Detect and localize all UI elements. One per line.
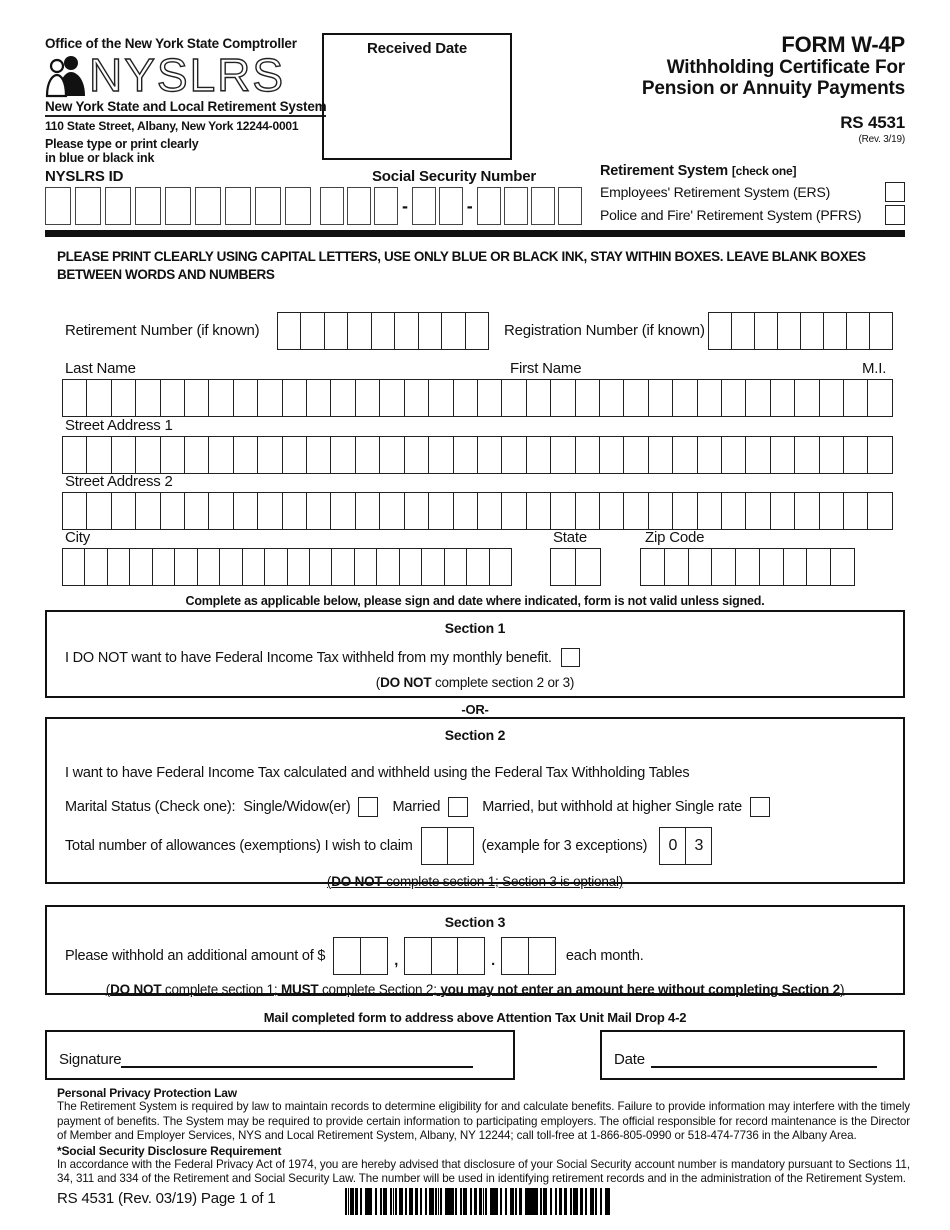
grid-cell[interactable] <box>770 379 795 417</box>
marital-option-married: Married <box>392 799 441 815</box>
grid-cell[interactable] <box>640 548 665 586</box>
grid-cell[interactable] <box>672 379 697 417</box>
grid-cell[interactable] <box>526 436 551 474</box>
grid-cell[interactable] <box>528 937 556 975</box>
grid-cell[interactable] <box>721 492 746 530</box>
grid-cell[interactable] <box>819 379 844 417</box>
grid-cell[interactable] <box>550 548 576 586</box>
grid-cell[interactable] <box>428 436 453 474</box>
grid-cell[interactable] <box>418 312 442 350</box>
grid-cell[interactable] <box>208 436 233 474</box>
grid-cell[interactable] <box>330 436 355 474</box>
grid-cell[interactable] <box>282 379 307 417</box>
section1-note <box>47 675 903 690</box>
grid-cell[interactable] <box>264 548 287 586</box>
state-input[interactable] <box>550 548 601 586</box>
grid-cell[interactable] <box>431 937 459 975</box>
grid-cell[interactable] <box>526 379 551 417</box>
grid-cell[interactable] <box>697 492 722 530</box>
grid-cell[interactable] <box>453 492 478 530</box>
city-input[interactable] <box>62 548 512 586</box>
grid-cell[interactable] <box>477 492 502 530</box>
grid-cell[interactable] <box>111 492 136 530</box>
print-instructions: PLEASE PRINT CLEARLY USING CAPITAL LETTERS, USE ONLY BLUE OR BLACK INK, STAY WITHIN BOXES. LEAVE BLANK BOXES BETWEEN WORDS AND NUMBERS <box>57 249 866 282</box>
grid-cell[interactable] <box>575 492 600 530</box>
grid-cell[interactable] <box>233 436 258 474</box>
grid-cell[interactable] <box>465 312 489 350</box>
grid-cell[interactable] <box>453 379 478 417</box>
grid-cell[interactable] <box>869 312 893 350</box>
form-title-block <box>595 33 905 145</box>
ss-disclosure-title: *Social Security Disclosure Requirement <box>57 1143 282 1158</box>
ssn-dash: - <box>402 195 408 216</box>
grid-cell[interactable] <box>242 548 265 586</box>
grid-cell[interactable] <box>135 436 160 474</box>
grid-cell[interactable] <box>526 492 551 530</box>
grid-cell[interactable] <box>731 312 755 350</box>
section2-note <box>47 874 903 889</box>
grid-cell[interactable] <box>453 436 478 474</box>
grid-cell[interactable] <box>501 492 526 530</box>
grid-cell[interactable] <box>306 436 331 474</box>
grid-cell[interactable] <box>379 492 404 530</box>
note-segment: DO NOT <box>110 982 162 997</box>
grid-cell[interactable] <box>550 436 575 474</box>
grid-cell[interactable] <box>379 379 404 417</box>
grid-cell[interactable] <box>309 548 332 586</box>
grid-cell[interactable] <box>867 492 892 530</box>
grid-cell[interactable] <box>830 548 855 586</box>
nyslrs-id-input[interactable] <box>45 187 311 225</box>
ers-option-row <box>600 182 905 202</box>
grid-cell[interactable] <box>843 379 868 417</box>
amount-period: . <box>491 953 495 969</box>
barcode <box>345 1188 610 1215</box>
section2-statement: I want to have Federal Income Tax calculated and withheld using the Federal Tax Withholding Tables <box>65 765 690 781</box>
date-line[interactable] <box>651 1054 877 1068</box>
grid-cell[interactable] <box>867 436 892 474</box>
grid-cell[interactable] <box>330 492 355 530</box>
grid-cell[interactable] <box>843 492 868 530</box>
zip-code-input[interactable] <box>640 548 855 586</box>
grid-cell[interactable] <box>770 436 795 474</box>
grid-cell[interactable] <box>331 548 354 586</box>
grid-cell[interactable] <box>306 492 331 530</box>
grid-cell[interactable] <box>184 492 209 530</box>
legal-footer <box>57 1086 910 1187</box>
grid-cell[interactable] <box>62 492 87 530</box>
grid-cell[interactable] <box>745 379 770 417</box>
grid-cell[interactable] <box>129 548 152 586</box>
nyslrs-id-cell[interactable] <box>45 187 71 225</box>
grid-cell[interactable] <box>501 937 529 975</box>
section2-box <box>45 717 905 889</box>
grid-cell[interactable] <box>444 548 467 586</box>
marital-option-higher-rate: Married, but withhold at higher Single rate <box>482 799 743 815</box>
ss-disclosure-text: In accordance with the Federal Privacy Act of 1974, you are hereby advised that disclosure of your Social Security account number is mandatory pursuant to Sections 11, 34, 311 and 334 of the Retirement and Social Security Law. The number will be used in identifying retirement records and in the administration of the Retirement System. <box>57 1157 910 1186</box>
grid-cell[interactable] <box>324 312 348 350</box>
grid-cell[interactable] <box>623 436 648 474</box>
grid-cell[interactable] <box>819 492 844 530</box>
grid-cell[interactable] <box>233 492 258 530</box>
marital-status-row <box>65 797 903 817</box>
grid-cell[interactable] <box>697 379 722 417</box>
registration-number-input[interactable] <box>708 312 893 350</box>
ssn-label: Social Security Number <box>372 168 536 185</box>
section2-title: Section 2 <box>444 727 506 743</box>
grid-cell[interactable] <box>404 379 429 417</box>
grid-cell[interactable] <box>501 379 526 417</box>
grid-cell[interactable] <box>664 548 689 586</box>
grid-cell[interactable] <box>355 492 380 530</box>
grid-cell[interactable] <box>428 492 453 530</box>
ers-label: Employees' Retirement System (ERS) <box>600 184 831 200</box>
grid-cell[interactable] <box>428 379 453 417</box>
grid-cell[interactable] <box>257 492 282 530</box>
signature-line[interactable] <box>121 1054 473 1068</box>
grid-cell[interactable] <box>306 379 331 417</box>
grid-cell[interactable] <box>208 379 233 417</box>
note-segment: DO NOT <box>331 874 383 889</box>
note-segment: ( <box>326 874 332 889</box>
mail-note: Mail completed form to address above Attention Tax Unit Mail Drop 4-2 <box>263 1010 687 1025</box>
grid-cell[interactable] <box>697 436 722 474</box>
note-segment: you may not enter an amount here without completing Section 2 <box>440 982 840 997</box>
form-subtitle-line2: Pension or Annuity Payments <box>641 78 905 99</box>
grid-cell[interactable] <box>777 312 801 350</box>
grid-cell[interactable] <box>721 436 746 474</box>
grid-cell[interactable] <box>745 436 770 474</box>
check-one-label: [check one] <box>731 164 797 178</box>
grid-cell[interactable] <box>404 436 429 474</box>
grid-cell[interactable] <box>219 548 242 586</box>
org-name: New York State and Local Retirement System <box>45 99 326 117</box>
grid-cell[interactable] <box>360 937 388 975</box>
grid-cell[interactable] <box>457 937 485 975</box>
grid-cell[interactable] <box>466 548 489 586</box>
allowances-label: Total number of allowances (exemptions) I wish to claim <box>65 838 413 854</box>
single-widower-checkbox[interactable] <box>358 797 378 817</box>
grid-cell[interactable] <box>599 436 624 474</box>
city-label: City <box>65 529 91 546</box>
grid-cell[interactable] <box>735 548 760 586</box>
grid-cell[interactable] <box>447 827 474 865</box>
grid-cell[interactable] <box>783 548 808 586</box>
grid-cell[interactable] <box>806 548 831 586</box>
grid-cell[interactable] <box>575 548 601 586</box>
grid-cell[interactable] <box>688 548 713 586</box>
note-segment: complete section 2 or 3) <box>431 675 575 690</box>
grid-cell[interactable] <box>376 548 399 586</box>
married-checkbox[interactable] <box>448 797 468 817</box>
grid-cell[interactable] <box>623 379 648 417</box>
street-address2-input[interactable] <box>62 492 893 530</box>
nyslrs-logo-text: NYSLRS <box>89 49 286 101</box>
retirement-number-label: Retirement Number (if known) <box>65 322 260 339</box>
grid-cell[interactable] <box>184 379 209 417</box>
amount-cents-input[interactable] <box>501 937 556 975</box>
org-address: 110 State Street, Albany, New York 12244-0001 <box>45 119 299 133</box>
grid-cell[interactable] <box>721 379 746 417</box>
ssn-cell[interactable] <box>320 187 344 225</box>
form-revision: (Rev. 3/19) <box>858 134 905 145</box>
state-label: State <box>553 529 588 546</box>
example-label: (example for 3 exceptions) <box>481 838 648 854</box>
no-withholding-checkbox[interactable] <box>561 648 580 667</box>
nyslrs-logo <box>45 49 286 103</box>
grid-cell[interactable] <box>135 492 160 530</box>
street-address1-input[interactable] <box>62 436 893 474</box>
form-title: FORM W-4P <box>781 32 905 57</box>
print-clearly-note: Please type or print clearly in blue or black ink <box>45 137 199 165</box>
grid-cell[interactable] <box>843 436 868 474</box>
amount-dollars-input[interactable] <box>404 937 485 975</box>
grid-cell[interactable] <box>111 379 136 417</box>
grid-cell[interactable] <box>62 548 85 586</box>
section1-statement: I DO NOT want to have Federal Income Tax withheld from my monthly benefit. <box>65 649 552 666</box>
street-address1-label: Street Address 1 <box>65 417 173 434</box>
grid-cell[interactable] <box>371 312 395 350</box>
mi-label: M.I. <box>862 360 887 377</box>
grid-cell[interactable] <box>404 937 432 975</box>
grid-cell[interactable] <box>672 436 697 474</box>
note-segment: complete Section 2; <box>318 982 441 997</box>
each-month-label: each month. <box>565 948 644 964</box>
grid-cell[interactable] <box>355 379 380 417</box>
street-address2-label: Street Address 2 <box>65 473 173 490</box>
grid-cell[interactable] <box>441 312 465 350</box>
amount-thousands-input[interactable] <box>333 937 388 975</box>
married-higher-single-rate-checkbox[interactable] <box>750 797 770 817</box>
grid-cell[interactable] <box>623 492 648 530</box>
section1-statement-row <box>65 648 903 667</box>
note-segment: complete section 1; <box>161 982 281 997</box>
date-label: Date <box>614 1051 645 1068</box>
grid-cell[interactable] <box>648 492 673 530</box>
grid-cell[interactable] <box>379 436 404 474</box>
grid-cell[interactable] <box>477 436 502 474</box>
grid-cell[interactable] <box>399 548 422 586</box>
grid-cell[interactable] <box>135 379 160 417</box>
grid-cell[interactable] <box>759 548 784 586</box>
signature-box <box>45 1030 515 1080</box>
name-input[interactable] <box>62 379 893 417</box>
grid-cell[interactable] <box>550 379 575 417</box>
form-page-label: RS 4531 (Rev. 03/19) Page 1 of 1 <box>57 1190 276 1207</box>
note-segment: ( <box>105 982 111 997</box>
nyslrs-people-icon <box>45 54 87 103</box>
nyslrs-id-label: NYSLRS ID <box>45 168 124 185</box>
date-box <box>600 1030 905 1080</box>
grid-cell[interactable] <box>62 379 87 417</box>
grid-cell[interactable] <box>404 492 429 530</box>
grid-cell: 0 <box>659 827 686 865</box>
grid-cell[interactable] <box>648 379 673 417</box>
grid-cell[interactable] <box>86 492 111 530</box>
grid-cell[interactable] <box>599 379 624 417</box>
grid-cell[interactable] <box>770 492 795 530</box>
grid-cell[interactable] <box>347 312 371 350</box>
note-segment: DO NOT <box>380 675 432 690</box>
additional-amount-label: Please withhold an additional amount of $ <box>65 948 326 964</box>
grid-cell[interactable] <box>84 548 107 586</box>
grid-cell[interactable] <box>208 492 233 530</box>
grid-cell[interactable] <box>152 548 175 586</box>
grid-cell[interactable] <box>111 436 136 474</box>
grid-cell[interactable] <box>489 548 512 586</box>
marital-status-label: Marital Status (Check one): <box>65 799 236 815</box>
grid-cell[interactable] <box>282 436 307 474</box>
grid-cell[interactable] <box>174 548 197 586</box>
example-digits-box <box>659 827 712 865</box>
additional-amount-row <box>65 937 903 975</box>
grid-cell[interactable] <box>823 312 847 350</box>
grid-cell[interactable] <box>355 436 380 474</box>
grid-cell[interactable] <box>477 379 502 417</box>
amount-comma: , <box>394 953 399 969</box>
zip-code-label: Zip Code <box>645 529 705 546</box>
note-segment: ) <box>839 982 845 997</box>
grid-cell[interactable] <box>62 436 87 474</box>
grid-cell[interactable] <box>708 312 732 350</box>
signature-label: Signature <box>59 1051 122 1068</box>
complete-note: Complete as applicable below, please sign and date where indicated, form is not valid unless signed. <box>185 594 765 608</box>
grid-cell[interactable] <box>550 492 575 530</box>
grid-cell[interactable] <box>354 548 377 586</box>
grid-cell[interactable] <box>846 312 870 350</box>
grid-cell[interactable] <box>672 492 697 530</box>
grid-cell[interactable] <box>160 379 185 417</box>
grid-cell[interactable] <box>421 548 444 586</box>
form-subtitle-line1: Withholding Certificate For <box>666 57 905 78</box>
section3-note <box>47 982 903 997</box>
marital-option-single: Single/Widow(er) <box>243 799 351 815</box>
last-name-label: Last Name <box>65 360 136 377</box>
received-date-label: Received Date <box>367 40 467 57</box>
grid-cell[interactable] <box>794 379 819 417</box>
grid-cell[interactable] <box>333 937 361 975</box>
grid-cell[interactable] <box>233 379 258 417</box>
grid-cell[interactable] <box>277 312 301 350</box>
pfrs-label: Police and Fire' Retirement System (PFRS) <box>600 207 862 223</box>
allowances-row <box>65 827 903 865</box>
grid-cell[interactable] <box>599 492 624 530</box>
ers-checkbox[interactable] <box>885 182 905 202</box>
or-divider: -OR- <box>461 702 489 717</box>
grid-cell[interactable] <box>257 379 282 417</box>
grid-cell[interactable] <box>160 492 185 530</box>
registration-number-label: Registration Number (if known) <box>504 322 705 339</box>
grid-cell[interactable] <box>86 379 111 417</box>
section1-box <box>45 610 905 698</box>
allowances-input[interactable] <box>421 827 474 865</box>
divider-bar <box>45 230 905 237</box>
form-number: RS 4531 <box>840 113 905 132</box>
ssn-input[interactable] <box>320 187 582 225</box>
ssn-dash: - <box>466 195 473 216</box>
grid-cell[interactable] <box>107 548 130 586</box>
grid-cell[interactable] <box>754 312 778 350</box>
grid-cell[interactable] <box>330 379 355 417</box>
grid-cell[interactable] <box>575 436 600 474</box>
section1-title: Section 1 <box>444 620 506 636</box>
note-segment: ( <box>375 675 381 690</box>
grid-cell[interactable] <box>421 827 448 865</box>
grid-cell[interactable] <box>648 436 673 474</box>
privacy-law-title: Personal Privacy Protection Law <box>57 1086 237 1100</box>
grid-cell[interactable] <box>160 436 185 474</box>
section3-title: Section 3 <box>444 914 506 930</box>
section3-box <box>45 905 905 995</box>
grid-cell[interactable] <box>86 436 111 474</box>
grid-cell[interactable] <box>711 548 736 586</box>
grid-cell[interactable] <box>287 548 310 586</box>
privacy-law-text: The Retirement System is required by law to maintain records to determine eligibility for and calculate benefits. Failure to provide information may interfere with the timely payment of benefits. The System may be required to provide certain information to participating employers. The official responsible for record maintenance is the Director of Member and Employer Services, NYS and Local Retirement System, Albany, NY 12244; call toll-free at 1-866-805-0990 or 518-474-7736 in the Albany Area. <box>57 1100 910 1143</box>
retirement-system-label: Retirement System [check one] <box>600 163 797 179</box>
grid-cell[interactable] <box>501 436 526 474</box>
first-name-label: First Name <box>510 360 582 377</box>
note-segment: complete section 1; Section 3 is optional) <box>382 874 624 889</box>
grid-cell[interactable] <box>394 312 418 350</box>
grid-cell[interactable] <box>197 548 220 586</box>
grid-cell[interactable] <box>867 379 892 417</box>
retirement-number-input[interactable] <box>277 312 489 350</box>
grid-cell[interactable] <box>257 436 282 474</box>
pfrs-checkbox[interactable] <box>885 205 905 225</box>
grid-cell[interactable] <box>794 436 819 474</box>
grid-cell[interactable] <box>745 492 770 530</box>
grid-cell[interactable] <box>575 379 600 417</box>
grid-cell: 3 <box>685 827 712 865</box>
grid-cell[interactable] <box>819 436 844 474</box>
grid-cell[interactable] <box>794 492 819 530</box>
office-of-comptroller-title: Office of the New York State Comptroller <box>45 36 297 51</box>
note-segment: MUST <box>281 982 319 997</box>
grid-cell[interactable] <box>282 492 307 530</box>
grid-cell[interactable] <box>800 312 824 350</box>
retirement-system-block <box>600 163 905 225</box>
received-date-box[interactable] <box>322 33 512 160</box>
pfrs-option-row <box>600 205 905 225</box>
grid-cell[interactable] <box>300 312 324 350</box>
grid-cell[interactable] <box>184 436 209 474</box>
